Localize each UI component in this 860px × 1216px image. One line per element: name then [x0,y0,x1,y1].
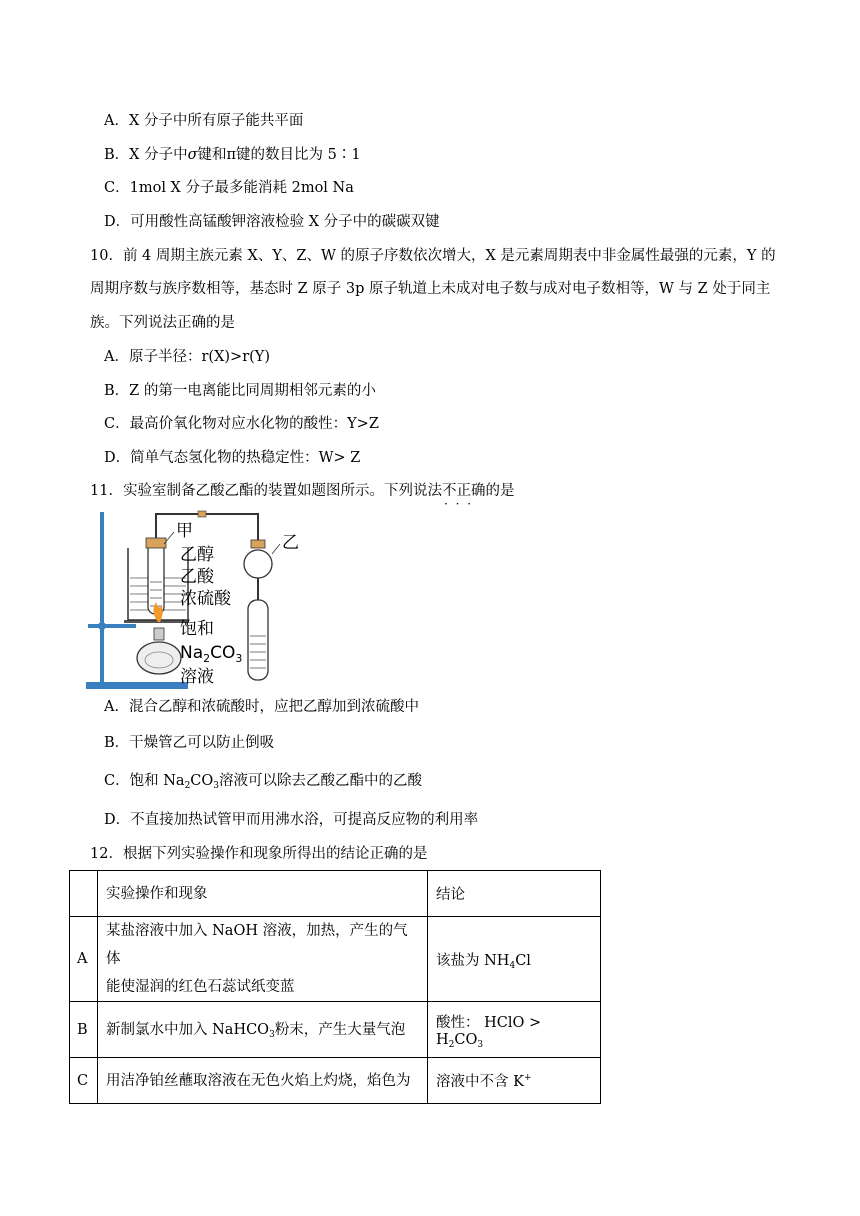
emphasis-not-correct: 不正确 · · · [442,483,486,499]
experiment-table [69,870,601,1104]
q9-option-d: D．可用酸性高锰酸钾溶液检验 X 分子中的碳碳双键 [104,214,440,230]
label-saturated: 饱和 [180,619,214,639]
table-header-cell [70,871,98,917]
q9-option-b: B．X 分子中σ键和π键的数目比为 5∶1 [104,147,361,163]
q9-option-c: C．1mol X 分子最多能消耗 2mol Na [104,180,354,196]
table-row [70,917,601,1002]
q10-stem-line2: 周期序数与族序数相等，基态时 Z 原子 3p 原子轨道上未成对电子数与成对电子数相等，W 与 Z 处于同主 [90,281,771,297]
q11-option-c: C．饱和 $Na_2CO_3$溶液可以除去乙酸乙酯中的乙酸 [104,773,423,791]
q11-option-d: D．不直接加热试管甲而用沸水浴，可提高反应物的利用率 [104,812,479,828]
delivery-tube [156,514,258,542]
q10-option-b: B．Z 的第一电离能比同周期相邻元素的小 [104,383,376,399]
q9-option-a: A．X 分子中所有原子能共平面 [104,113,304,129]
operation-cell: 用洁净铂丝蘸取溶液在无色火焰上灼烧，焰色为 [98,1058,428,1104]
pi-symbol: π [226,147,237,163]
table-row [70,1058,601,1104]
label-sulfuric-acid: 浓硫酸 [180,589,231,609]
label-solution: 溶液 [180,667,214,687]
table-header-cell: 结论 [428,871,601,917]
q10-option-d: D．简单气态氢化物的热稳定性：W> Z [104,450,361,466]
stand-clamp [88,624,136,628]
q10-option-c: C．最高价氧化物对应水化物的酸性：Y>Z [104,416,379,432]
conclusion-cell: 酸性： HClO > $H_2CO_3$ [428,1002,601,1058]
ester-apparatus-figure [80,508,320,690]
q11-option-b: B．干燥管乙可以防止倒吸 [104,735,275,751]
drying-tube-yi [244,550,272,578]
q10-stem-line3: 族。下列说法正确的是 [90,315,235,331]
table-header-row [70,871,601,917]
q11-stem: 11．实验室制备乙酸乙酯的装置如题图所示。下列说法不正确 · · ·的是 [90,481,514,501]
label-yi: 乙 [282,533,299,553]
label-jia: 甲 [176,521,193,541]
alcohol-lamp [137,642,181,674]
row-label: B [70,1002,98,1058]
q12-stem: 12．根据下列实验操作和现象所得出的结论正确的是 [90,846,428,862]
operation-cell: 某盐溶液中加入 NaOH 溶液，加热，产生的气体 能使湿润的红色石蕊试纸变蓝 [98,917,428,1002]
label-ethanol: 乙醇 [180,545,214,565]
table-row [70,1002,601,1058]
q11-option-a: A．混合乙醇和浓硫酸时，应把乙醇加到浓硫酸中 [104,699,419,715]
stand-rod [100,512,104,684]
label-acetic-acid: 乙酸 [180,567,214,587]
label-na2co3: $Na_2CO_3$ [180,643,243,665]
conclusion-cell: 溶液中不含 K+ [428,1058,601,1104]
stopper [146,538,166,548]
row-label: A [70,917,98,1002]
q10-option-a: A．原子半径：r(X)>r(Y) [104,349,271,365]
row-label: C [70,1058,98,1104]
conclusion-cell: 该盐为 $NH_4Cl$ [428,917,601,1002]
sigma-symbol: σ [187,147,198,163]
q10-stem-line1: 10．前 4 周期主族元素 X、Y、Z、W 的原子序数依次增大，X 是元素周期表中非金属性最强的元素，Y 的 [90,248,776,264]
table-header-cell: 实验操作和现象 [98,871,428,917]
operation-cell: 新制氯水中加入 NaHCO$_3$粉末，产生大量气泡 [98,1002,428,1058]
